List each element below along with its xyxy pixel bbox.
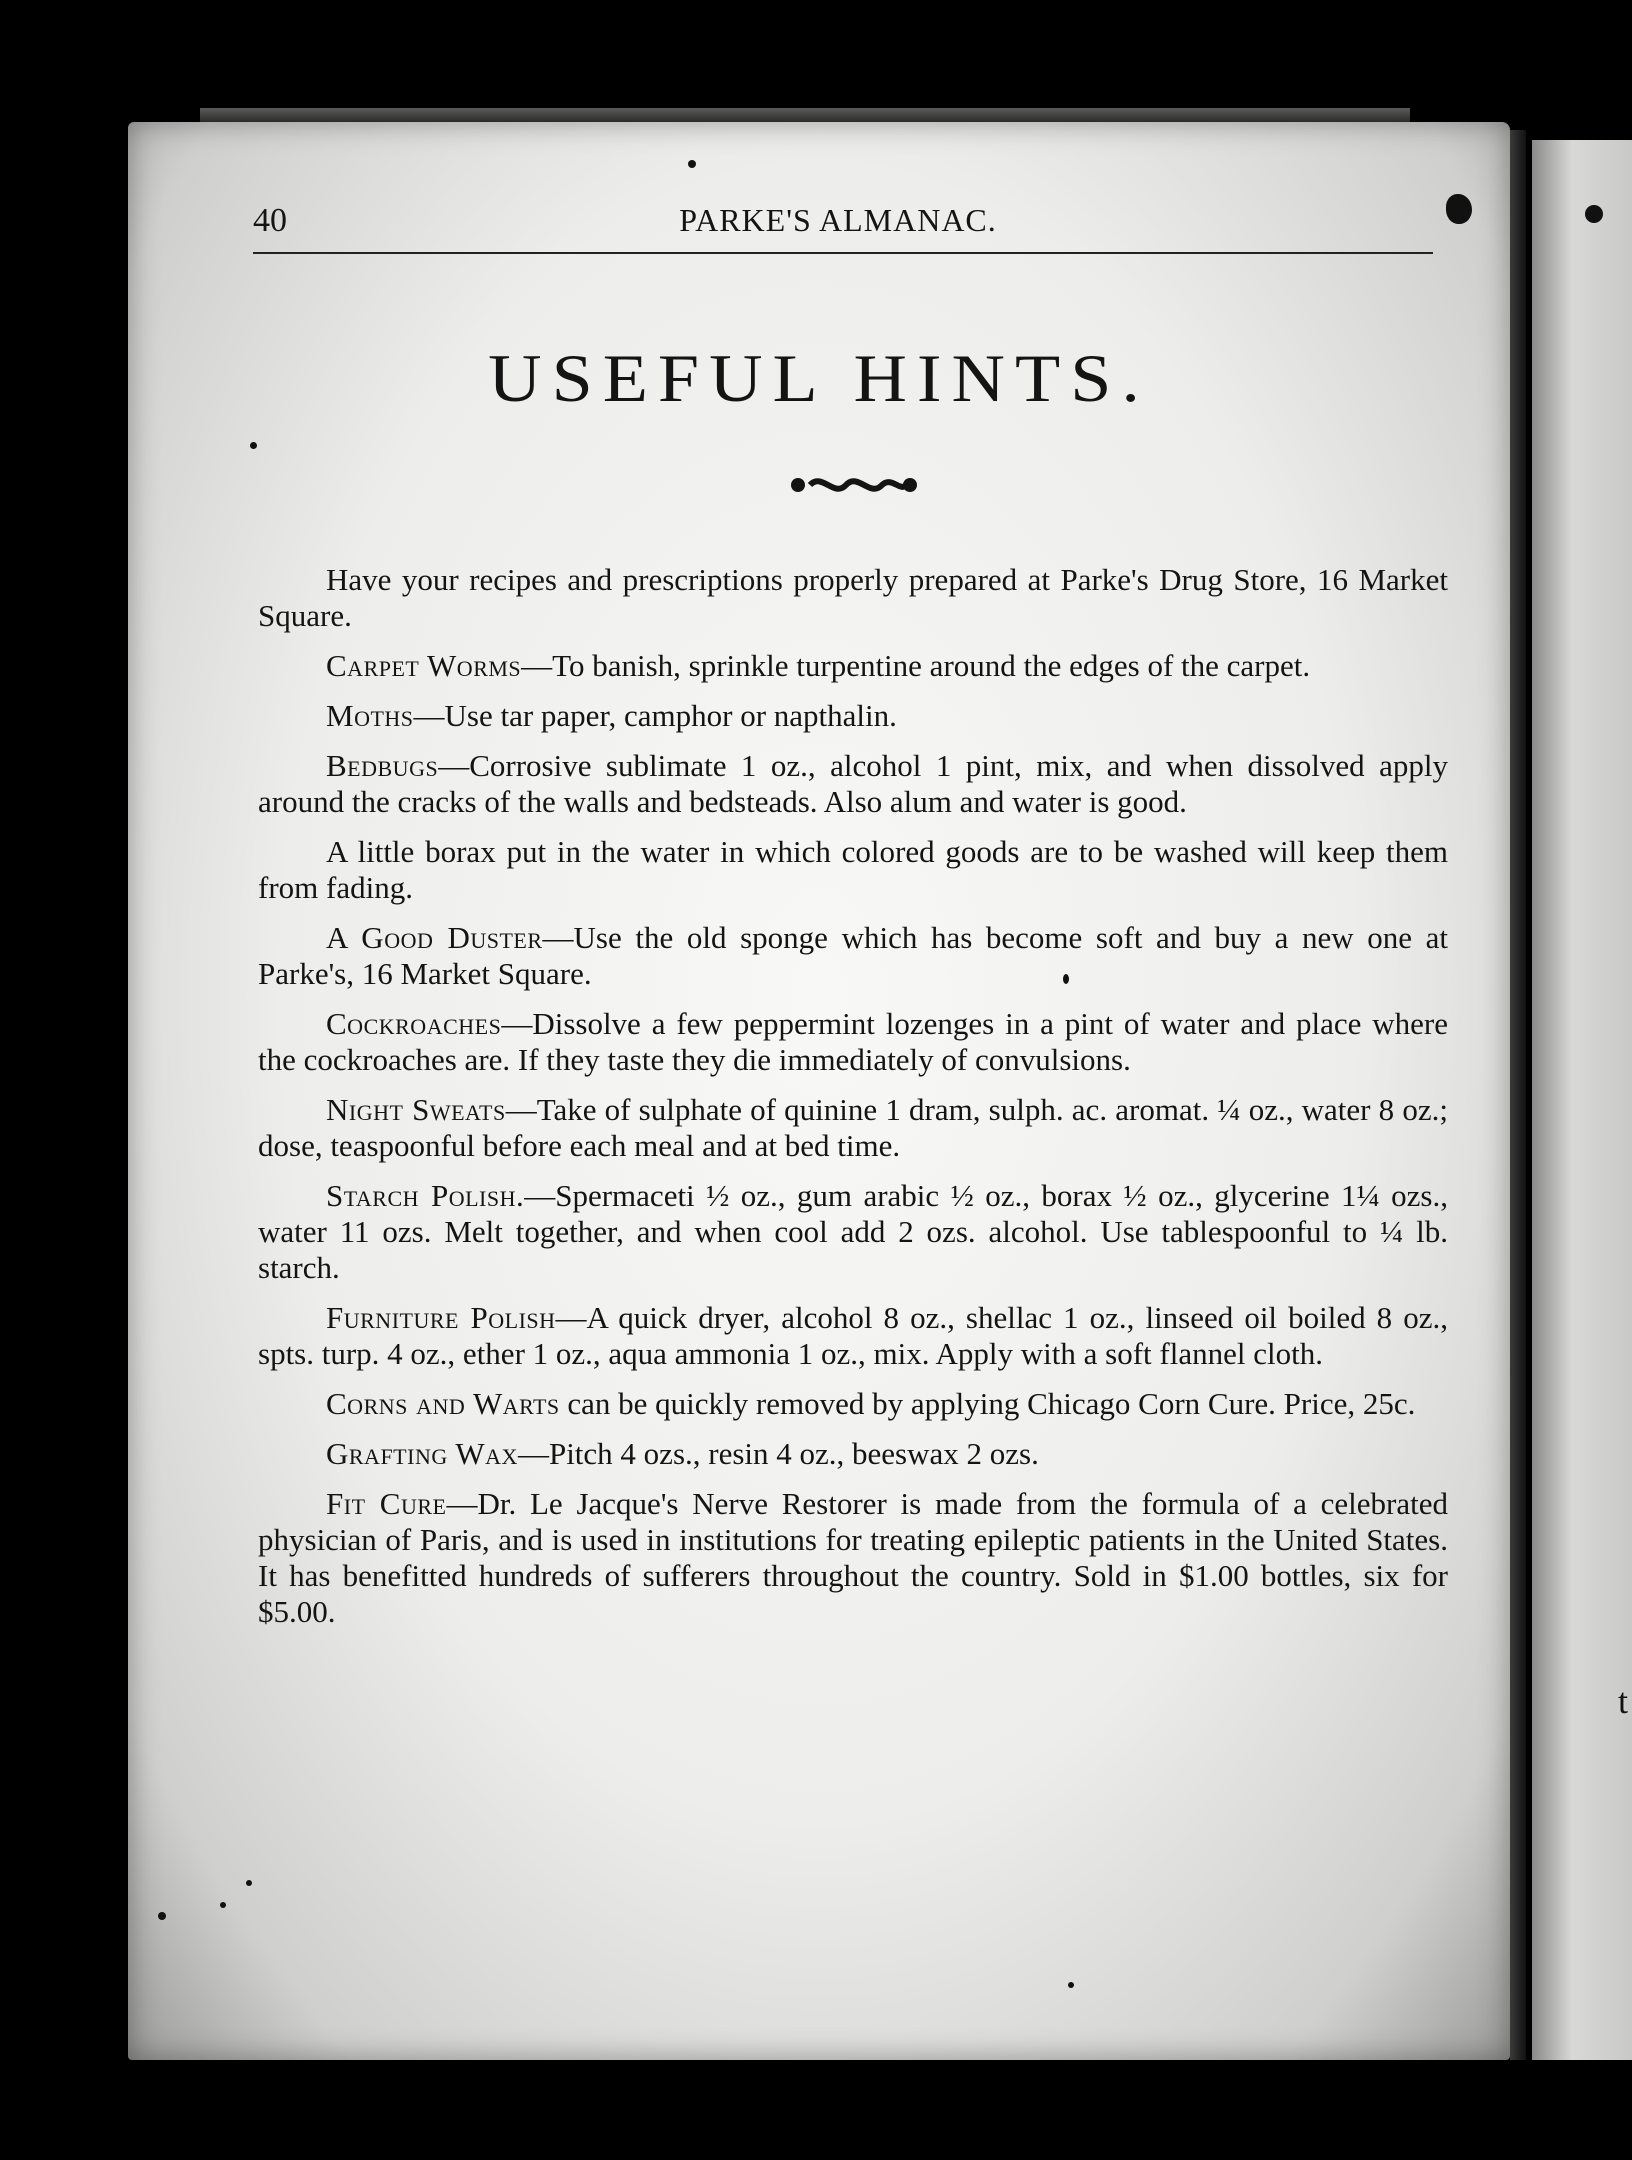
hint-paragraph [258,834,1448,906]
facing-page-ink-dot [1585,205,1603,223]
scan-top-strip [200,108,1410,122]
hint-paragraph [258,920,1448,992]
hint-paragraph [258,748,1448,820]
hint-lead: Grafting Wax [326,1436,518,1471]
hint-paragraph [258,562,1448,634]
hint-lead: Bedbugs [326,748,439,783]
hint-paragraph [258,698,1448,734]
hint-text: Have your recipes and prescriptions properly prepared at Parke's Drug Store, 16 Market Square. [258,562,1448,633]
dotted-scroll-ornament-icon [788,468,918,502]
hint-text: —Use the old sponge which has become soft and buy a new one at Parke's, 16 Market Square. [258,920,1448,991]
hint-lead: Cockroaches [326,1006,502,1041]
hint-paragraph [258,1092,1448,1164]
hint-paragraph [258,1006,1448,1078]
hint-paragraph [258,1178,1448,1286]
hint-lead: Carpet Worms [326,648,522,683]
hint-text: —Take of sulphate of quinine 1 dram, sulph. ac. aromat. ¼ oz., water 8 oz.; dose, teaspoonful before each meal and at bed time. [258,1092,1448,1163]
paper-speck [246,1880,252,1886]
hint-text: —To banish, sprinkle turpentine around the edges of the carpet. [521,648,1311,683]
hint-lead: Fit Cure [326,1486,447,1521]
ink-blot [1446,194,1472,224]
page-edge-shadow [1510,130,1526,2060]
hint-lead: Starch Polish. [326,1178,525,1213]
hint-text: —Dr. Le Jacque's Nerve Restorer is made from the formula of a celebrated physician of Paris, and is used in institutions for treating epileptic patients in the United States. It has benefitted hundreds of sufferers throughout the country. Sold in $1.00 bottles, six for $5.00. [258,1486,1448,1629]
page-header [253,202,1423,250]
hint-lead: Night Sweats [326,1092,506,1127]
hint-lead: Moths [326,698,414,733]
page-title: USEFUL HINTS. [488,341,1150,417]
paper-speck [688,160,696,168]
hint-paragraph [258,1436,1448,1472]
almanac-page [128,122,1510,2060]
hint-paragraph [258,1300,1448,1372]
hint-lead: Furniture Polish [326,1300,556,1335]
hint-text: —A quick dryer, alcohol 8 oz., shellac 1 oz., linseed oil boiled 8 oz., spts. turp. 4 oz., ether 1 oz., aqua ammonia 1 oz., mix. Apply with a soft flannel cloth. [258,1300,1448,1371]
paper-speck [1063,974,1069,984]
paper-speck [158,1912,166,1920]
hint-paragraph [258,1386,1448,1422]
hint-text: A little borax put in the water in which colored goods are to be washed will keep them from fading. [258,834,1448,905]
hint-paragraph [258,648,1448,684]
paper-speck [250,442,257,449]
page-number: 40 [253,202,287,239]
facing-page-glyph: t [1618,1681,1629,1721]
running-head: PARKE'S ALMANAC. [679,202,997,238]
hint-lead: A Good Duster [326,920,543,955]
paper-speck [220,1902,226,1908]
hint-text: can be quickly removed by applying Chicago Corn Cure. Price, 25c. [559,1386,1416,1421]
hint-text: —Dissolve a few peppermint lozenges in a pint of water and place where the cockroaches are. If they taste they die immediately of convulsions. [258,1006,1448,1077]
facing-page-edge [1532,140,1632,2060]
hint-lead: Corns and Warts [326,1386,560,1421]
hint-paragraph [258,1486,1448,1630]
hints-list [258,562,1448,1644]
hint-text: —Use tar paper, camphor or napthalin. [413,698,897,733]
hint-text: —Corrosive sublimate 1 oz., alcohol 1 pint, mix, and when dissolved apply around the cracks of the walls and bedsteads. Also alum and water is good. [258,748,1448,819]
header-rule [253,252,1433,254]
hint-text: —Pitch 4 ozs., resin 4 oz., beeswax 2 ozs. [517,1436,1039,1471]
hint-text: —Spermaceti ½ oz., gum arabic ½ oz., borax ½ oz., glycerine 1¼ ozs., water 11 ozs. Melt together, and when cool add 2 ozs. alcohol. Use tablespoonful to ¼ lb. starch. [258,1178,1449,1285]
paper-speck [1068,1982,1074,1988]
